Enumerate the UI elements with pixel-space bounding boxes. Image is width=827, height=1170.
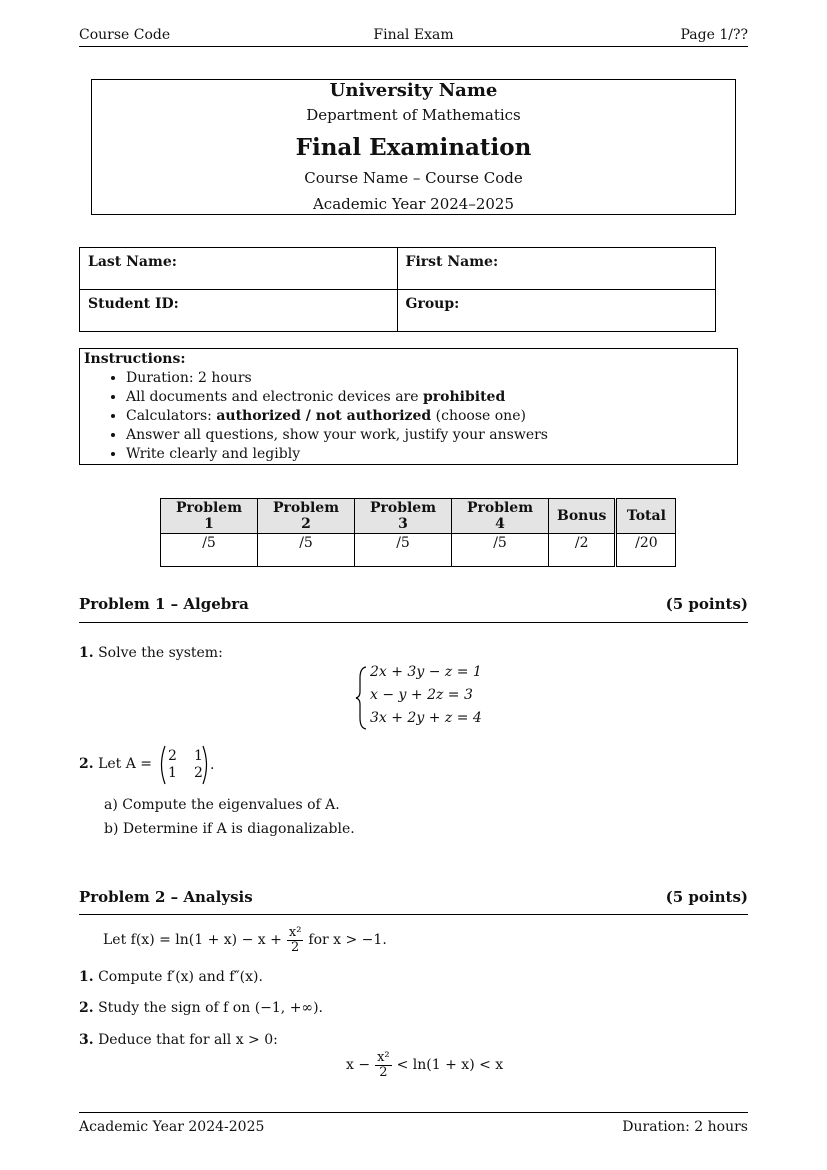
problem-2-inequality — [346, 1044, 503, 1086]
intro-suffix: for x > −1. — [308, 932, 387, 948]
question-text: Study the sign of f on (−1, +∞). — [98, 1000, 323, 1016]
title-box — [91, 79, 736, 215]
right-paren-icon — [202, 745, 210, 785]
fraction-numerator: x² — [377, 1049, 390, 1065]
instruction-answer: • Answer all questions, show your work, justify your answers — [126, 426, 733, 445]
instruction-calculators — [126, 407, 733, 426]
problem-1-subquestion-a — [104, 797, 340, 813]
problem-1-points: (5 points) — [665, 595, 748, 613]
instruction-write: • Write clearly and legibly — [126, 445, 733, 464]
header-title: Final Exam — [373, 27, 454, 43]
problem-2-rule — [79, 914, 748, 915]
footer-academic-year: Academic Year 2024-2025 — [79, 1119, 265, 1135]
fraction-denominator: 2 — [290, 939, 300, 955]
grade-cell-bonus[interactable]: /2 — [549, 534, 616, 567]
instruction-calculators-text: Calculators: — [126, 408, 217, 424]
subquestion-text: Determine if A is diagonalizable. — [122, 821, 355, 837]
instruction-calculators-bold: authorized / not authorized — [216, 408, 432, 424]
grade-cell-problem-3[interactable]: /5 — [355, 534, 452, 567]
group-label: Group: — [405, 296, 460, 312]
question-number: 1. — [79, 645, 94, 661]
matrix-entry: 2 — [194, 765, 203, 781]
instruction-duration: • Duration: 2 hours — [126, 369, 733, 388]
problem-1-question-1 — [79, 645, 223, 661]
problem-2-points: (5 points) — [665, 888, 748, 906]
grade-header-problem-2: Problem 2 — [258, 499, 355, 534]
problem-2-question-2 — [79, 1000, 323, 1016]
grade-header-problem-3: Problem 3 — [355, 499, 452, 534]
header-page-number: Page 1/?? — [680, 27, 748, 43]
student-id-field[interactable] — [80, 290, 398, 332]
problem-1-title: Problem 1 – Algebra — [79, 595, 249, 613]
grade-header-problem-4: Problem 4 — [452, 499, 549, 534]
student-id-label: Student ID: — [88, 296, 179, 312]
problem-1-rule — [79, 622, 748, 623]
department-name: Department of Mathematics — [306, 106, 521, 124]
matrix-entry: 1 — [194, 748, 203, 764]
instruction-calculators-suffix: (choose one) — [431, 408, 526, 424]
last-name-field[interactable] — [80, 248, 398, 290]
grade-header-bonus: Bonus — [549, 499, 616, 534]
problem-1-subquestion-b — [104, 821, 355, 837]
inequality-left: x − — [346, 1057, 371, 1073]
matrix-a — [158, 745, 218, 785]
header-rule — [79, 46, 748, 47]
intro-text: Let f(x) = ln(1 + x) − x + — [103, 932, 282, 948]
instructions-box — [79, 348, 738, 465]
question-text: Deduce that for all x > 0: — [98, 1032, 278, 1048]
instruction-documents-text: All documents and electronic devices are — [126, 389, 423, 405]
grade-header-problem-1: Problem 1 — [161, 499, 258, 534]
footer-duration: Duration: 2 hours — [622, 1119, 748, 1135]
grade-cell-problem-4[interactable]: /5 — [452, 534, 549, 567]
fraction-numerator: x² — [288, 924, 302, 940]
footer-rule — [79, 1112, 748, 1113]
grade-table — [160, 498, 676, 567]
fraction-denominator: 2 — [379, 1064, 388, 1080]
matrix-entry: 1 — [168, 765, 177, 781]
last-name-label: Last Name: — [88, 254, 177, 270]
matrix-period: . — [210, 757, 215, 773]
fraction — [375, 1051, 392, 1080]
equation-3: 3x + 2y + z = 4 — [370, 710, 482, 726]
question-number: 1. — [79, 969, 94, 985]
exam-title: Final Examination — [295, 134, 532, 161]
instruction-documents-bold: prohibited — [422, 389, 506, 405]
course-name: Course Name – Course Code — [304, 169, 523, 187]
left-paren-icon — [158, 745, 166, 785]
grade-cell-problem-1[interactable]: /5 — [161, 534, 258, 567]
grade-cell-problem-2[interactable]: /5 — [258, 534, 355, 567]
equation-1: 2x + 3y − z = 1 — [370, 664, 482, 680]
fraction — [287, 926, 304, 955]
problem-2-question-1 — [79, 969, 263, 985]
grade-header-total: Total — [616, 499, 676, 534]
university-name: University Name — [329, 80, 498, 101]
header-course-code: Course Code — [79, 27, 171, 43]
question-text: Let A = — [98, 756, 153, 772]
subquestion-label: a) — [104, 797, 118, 813]
problem-1-question-2 — [79, 756, 152, 772]
matrix-entry: 2 — [168, 748, 177, 764]
grade-cell-total[interactable]: /20 — [616, 534, 676, 567]
problem-2-intro — [103, 920, 387, 960]
question-number: 2. — [79, 756, 94, 772]
instruction-documents — [126, 388, 733, 407]
first-name-field[interactable] — [397, 248, 716, 290]
question-text: Compute f′(x) and f″(x). — [98, 969, 263, 985]
problem-2-title: Problem 2 – Analysis — [79, 888, 253, 906]
left-brace-icon — [354, 666, 368, 730]
instructions-heading: Instructions: — [84, 351, 186, 367]
question-number: 2. — [79, 1000, 94, 1016]
group-field[interactable] — [397, 290, 716, 332]
equation-system — [354, 664, 494, 732]
problem-2-question-3 — [79, 1032, 278, 1048]
subquestion-label: b) — [104, 821, 119, 837]
instructions-list — [84, 369, 733, 464]
question-text: Solve the system: — [98, 645, 223, 661]
inequality-right: < ln(1 + x) < x — [396, 1057, 504, 1073]
equation-2: x − y + 2z = 3 — [370, 687, 473, 703]
subquestion-text: Compute the eigenvalues of A. — [122, 797, 340, 813]
first-name-label: First Name: — [405, 254, 499, 270]
question-number: 3. — [79, 1032, 94, 1048]
academic-year: Academic Year 2024–2025 — [312, 195, 515, 213]
student-info-table — [79, 247, 716, 332]
